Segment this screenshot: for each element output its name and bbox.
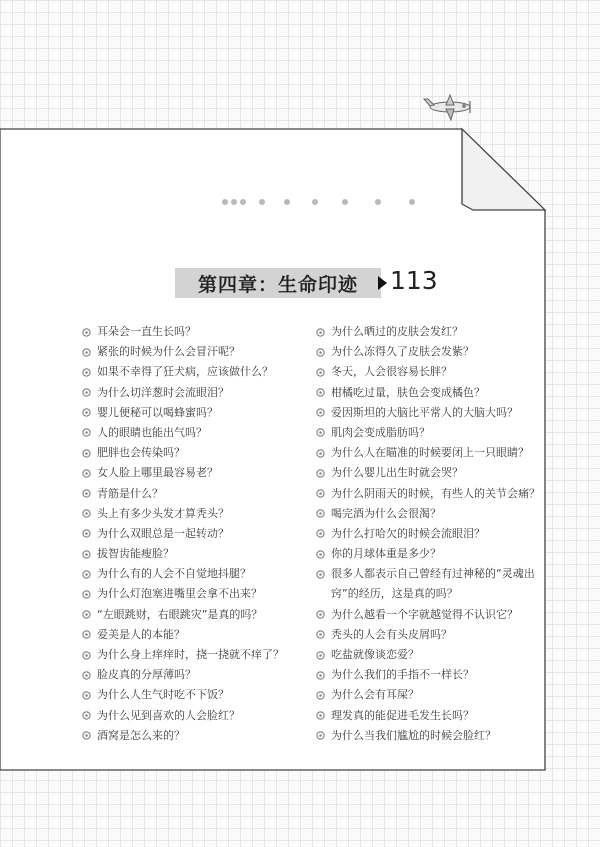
question-text: 为什么会有耳屎？: [331, 688, 419, 702]
question-text: 肥胖也会传染吗？: [97, 446, 185, 460]
question-item: [316, 564, 556, 604]
question-text: 喝完酒为什么会很渴？: [331, 506, 441, 520]
question-item: [316, 504, 556, 524]
circle-bullet-icon: [82, 423, 93, 443]
dot: [375, 199, 381, 205]
question-text: 为什么身上痒痒时，挠一挠就不痒了？: [97, 648, 284, 661]
question-text: 为什么打哈欠的时候会流眼泪？: [331, 526, 485, 540]
dot: [342, 199, 348, 205]
question-item: [82, 665, 307, 685]
circle-bullet-icon: [82, 342, 93, 362]
circle-bullet-icon: [82, 443, 93, 463]
circle-bullet-icon: [82, 322, 93, 342]
circle-bullet-icon: [316, 544, 327, 564]
dot: [409, 199, 415, 205]
question-item: [316, 362, 556, 382]
question-text: 理发真的能促进毛发生长吗？: [331, 708, 474, 722]
circle-bullet-icon: [82, 544, 93, 564]
decorative-dot-row: [222, 197, 442, 207]
question-text: 为什么当我们尴尬的时候会脸红？: [331, 728, 496, 742]
chapter-title-text: 第四章：生命印迹: [197, 273, 358, 296]
circle-bullet-icon: [316, 403, 327, 423]
circle-bullet-icon: [316, 605, 327, 625]
circle-bullet-icon: [316, 685, 327, 705]
circle-bullet-icon: [82, 685, 93, 705]
question-item: [316, 665, 556, 685]
question-text: 为什么人生气时吃不下饭？: [97, 688, 229, 702]
circle-bullet-icon: [316, 463, 327, 483]
circle-bullet-icon: [82, 645, 93, 665]
question-item: [316, 423, 556, 443]
question-text: 为什么我们的手指不一样长？: [331, 668, 474, 682]
circle-bullet-icon: [82, 665, 93, 685]
question-item: [82, 524, 307, 544]
dot: [231, 199, 237, 205]
question-item: [316, 342, 556, 362]
dot: [240, 199, 246, 205]
question-item: [316, 383, 556, 403]
question-item: [82, 443, 307, 463]
question-text: 拔智齿能瘦脸？: [97, 547, 174, 561]
circle-bullet-icon: [316, 443, 327, 463]
question-text: 紧张的时候为什么会冒汗呢？: [97, 345, 240, 359]
circle-bullet-icon: [82, 403, 93, 423]
question-text: “左眼跳财，右眼跳灾”是真的吗？: [97, 607, 263, 621]
question-item: [82, 605, 307, 625]
question-item: [316, 403, 556, 423]
question-item: [316, 605, 556, 625]
circle-bullet-icon: [82, 362, 93, 382]
circle-bullet-icon: [316, 645, 327, 665]
question-item: [82, 584, 307, 604]
question-list-right: [316, 322, 556, 746]
page-number: 113: [390, 266, 438, 295]
question-item: [82, 383, 307, 403]
question-item: [316, 463, 556, 483]
question-item: [316, 726, 556, 746]
dot: [222, 199, 228, 205]
question-item: [316, 484, 556, 504]
question-item: [82, 564, 307, 584]
question-text: 头上有多少头发才算秃头？: [97, 506, 229, 520]
question-text: 你的月球体重是多少？: [331, 547, 441, 561]
question-text: 为什么婴儿出生时就会哭？: [331, 466, 463, 480]
question-item: [82, 484, 307, 504]
circle-bullet-icon: [82, 383, 93, 403]
question-text: 为什么冻得久了皮肤会发紫？: [331, 345, 474, 359]
circle-bullet-icon: [316, 726, 327, 746]
dot: [259, 199, 265, 205]
question-text: 秃头的人会有头皮屑吗？: [331, 627, 452, 641]
question-item: [82, 544, 307, 564]
question-text: 柑橘吃过量，肤色会变成橘色？: [331, 385, 485, 399]
question-text: 如果不幸得了狂犬病，应该做什么？: [97, 365, 273, 379]
circle-bullet-icon: [316, 706, 327, 726]
circle-bullet-icon: [82, 564, 93, 584]
circle-bullet-icon: [316, 322, 327, 342]
question-item: [316, 625, 556, 645]
question-text: 为什么双眼总是一起转动？: [97, 526, 229, 540]
circle-bullet-icon: [316, 484, 327, 504]
question-text: 为什么人在瞄准的时候要闭上一只眼睛？: [331, 446, 529, 460]
question-text: 为什么阴雨天的时候，有些人的关节会痛？: [331, 486, 540, 500]
question-text: 女人脸上哪里最容易老？: [97, 466, 218, 480]
circle-bullet-icon: [82, 524, 93, 544]
question-list-left: [82, 322, 307, 746]
airplane-icon: [420, 93, 476, 121]
circle-bullet-icon: [82, 484, 93, 504]
circle-bullet-icon: [82, 625, 93, 645]
question-item: [82, 726, 307, 746]
question-item: [82, 706, 307, 726]
question-text: 婴儿便秘可以喝蜂蜜吗？: [97, 405, 218, 419]
question-text: 酒窝是怎么来的？: [97, 728, 185, 742]
question-text: 爱美是人的本能？: [97, 627, 185, 641]
question-text: 人的眼睛也能出气吗？: [97, 425, 207, 439]
question-text: 为什么晒过的皮肤会发红？: [331, 325, 463, 338]
dot: [312, 199, 318, 205]
arrow-icon: [378, 276, 387, 290]
question-item: [316, 524, 556, 544]
question-text: 脸皮真的分厚薄吗？: [97, 668, 196, 682]
question-item: [82, 685, 307, 705]
circle-bullet-icon: [82, 605, 93, 625]
question-item: [316, 685, 556, 705]
circle-bullet-icon: [82, 504, 93, 524]
circle-bullet-icon: [316, 383, 327, 403]
question-text: 青筋是什么？: [97, 486, 163, 500]
circle-bullet-icon: [316, 625, 327, 645]
question-text: 为什么灯泡塞进嘴里会拿不出来？: [97, 587, 262, 601]
question-text: 很多人都表示自己曾经有过神秘的“灵魂出窍”的经历，这是真的吗？: [331, 567, 535, 601]
question-item: [82, 342, 307, 362]
question-item: [82, 362, 307, 382]
question-item: [316, 706, 556, 726]
question-item: [82, 625, 307, 645]
question-item: [82, 463, 307, 483]
question-item: [316, 544, 556, 564]
circle-bullet-icon: [82, 726, 93, 746]
question-text: 冬天，人会很容易长胖？: [331, 365, 452, 379]
question-text: 耳朵会一直生长吗？: [97, 325, 196, 338]
question-item: [82, 645, 307, 665]
dot: [284, 199, 290, 205]
circle-bullet-icon: [316, 423, 327, 443]
question-item: [316, 443, 556, 463]
question-item: [82, 322, 307, 342]
question-item: [82, 504, 307, 524]
question-text: 为什么越看一个字就越觉得不认识它？: [331, 607, 518, 621]
question-text: 为什么切洋葱时会流眼泪？: [97, 385, 229, 399]
question-text: 肌肉会变成脂肪吗？: [331, 425, 430, 439]
chapter-title: [175, 268, 381, 298]
question-text: 吃盐就像谈恋爱？: [331, 648, 419, 662]
circle-bullet-icon: [82, 463, 93, 483]
question-text: 爱因斯坦的大脑比平常人的大脑大吗？: [331, 405, 518, 419]
circle-bullet-icon: [316, 524, 327, 544]
circle-bullet-icon: [316, 504, 327, 524]
question-item: [82, 403, 307, 423]
question-item: [316, 322, 556, 342]
circle-bullet-icon: [316, 665, 327, 685]
question-item: [316, 645, 556, 665]
circle-bullet-icon: [82, 706, 93, 726]
question-item: [82, 423, 307, 443]
circle-bullet-icon: [316, 564, 327, 584]
circle-bullet-icon: [316, 362, 327, 382]
question-text: 为什么见到喜欢的人会脸红？: [97, 708, 240, 722]
circle-bullet-icon: [316, 342, 327, 362]
question-text: 为什么有的人会不自觉地抖腿？: [97, 567, 251, 581]
circle-bullet-icon: [82, 584, 93, 604]
